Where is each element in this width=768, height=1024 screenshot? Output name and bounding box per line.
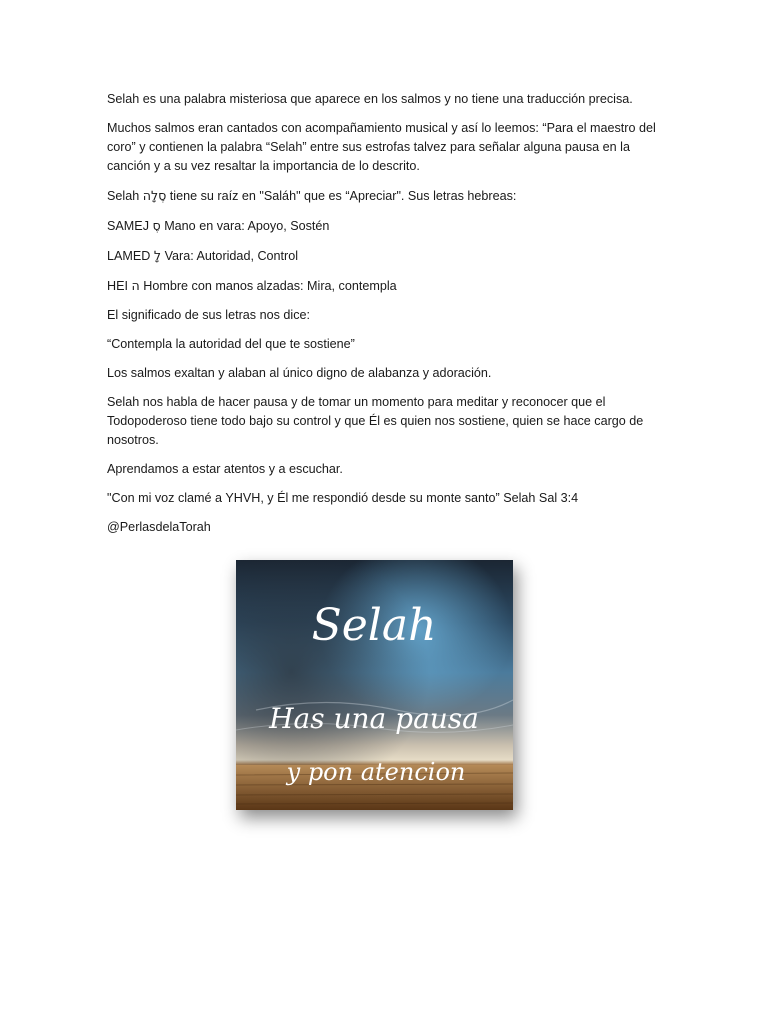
image-line-1: Has una pausa [269,702,479,735]
paragraph-verse: "Con mi voz clamé a YHVH, y Él me respondió desde su monte santo” Selah Sal 3:4 [107,491,579,505]
letter-hebrew: לָ [153,248,162,263]
paragraph-atentos: Aprendamos a estar atentos y a escuchar. [107,462,343,476]
paragraph-intro: Selah es una palabra misteriosa que aparece en los salmos y no tiene una traducción precisa. [107,92,633,106]
selah-hebrew: סֶלָה [142,188,167,203]
paragraph-handle: @PerlasdelaTorah [107,520,211,534]
selah-image [236,560,513,810]
paragraph-selah-root [107,186,663,206]
image-line-2: y pon atencion [286,758,466,786]
paragraph-salmos: Muchos salmos eran cantados con acompañamiento musical y así lo leemos: “Para el maestro del coro” y contienen la palabra “Selah” entre sus estrofas talvez para señalar alguna pausa en la canción y a su vez resaltar la importancia de lo descrito. [107,121,656,173]
paragraph-pausa: Selah nos habla de hacer pausa y de tomar un momento para meditar y reconocer que el Todopoderoso tiene todo bajo su control y que Él es quien nos sostiene, quien se hace cargo de nosotros. [107,395,644,447]
letter-name: SAMEJ [107,219,149,233]
letter-meaning: Vara: Autoridad, Control [164,249,299,263]
paragraph-significado: El significado de sus letras nos dice: [107,308,311,322]
selah-image-art [236,560,513,810]
letter-hei [107,276,663,296]
paragraph-exaltan: Los salmos exaltan y alaban al único digno de alabanza y adoración. [107,366,492,380]
document-body [107,90,663,547]
letter-meaning: Mano en vara: Apoyo, Sostén [164,219,330,233]
letter-lamed [107,246,663,266]
letter-name: HEI [107,279,128,293]
letter-hebrew: סֶ [152,218,161,233]
image-title: Selah [311,600,437,651]
selah-root-text: tiene su raíz en "Saláh" que es “Apreciar". Sus letras hebreas: [169,189,517,203]
letter-name: LAMED [107,249,151,263]
paragraph-quote: “Contempla la autoridad del que te sostiene” [107,337,355,351]
letter-hebrew: ה [131,278,140,293]
selah-word: Selah [107,189,140,203]
letter-meaning: Hombre con manos alzadas: Mira, contempla [143,279,397,293]
letter-samej [107,216,663,236]
